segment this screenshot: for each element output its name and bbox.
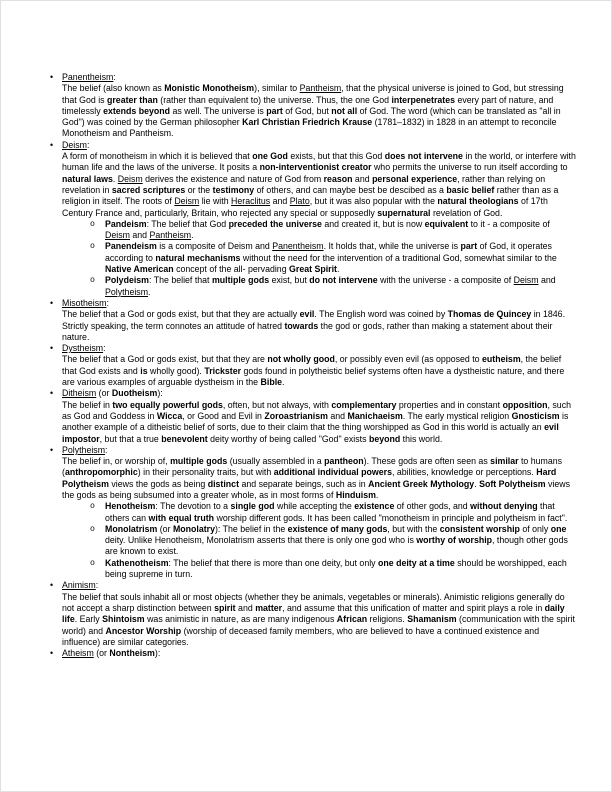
sub-list-item-polydeism	[90, 275, 577, 298]
sub-definition-text: o Kathenotheism: The belief that there is more than one deity, but only one deity at a time should be worshipped, each being supreme in turn.	[105, 557, 567, 580]
sub-list-item-kathenotheism	[90, 558, 577, 581]
sub-list-item-henotheism	[90, 501, 577, 524]
list-item-misotheism	[48, 298, 577, 343]
sub-definition-text: o Panendeism is a composite of Deism and Panentheism. It holds that, while the universe is part of God, it operates according to natural mechanisms without the need for the intervention of a traditional God, somewhat similar to the Native American concept of the all- pervading Great Spirit.	[105, 241, 557, 275]
sub-list-item-monolatrism	[90, 524, 577, 558]
definition-text: The belief in, or worship of, multiple gods (usually assembled in a pantheon). These gods are often seen as similar to humans (anthropomorphic) in their personality traits, but with additional individual powers, abilities, knowledge or perceptions. Hard Polytheism views the gods as being distinct and separate beings, such as in Ancient Greek Mythology. Soft Polytheism views the gods as being subsumed into a greater whole, as in most forms of Hinduism.	[62, 456, 571, 500]
list-item-panentheism	[48, 72, 577, 140]
definition-text: A form of monotheism in which it is believed that one God exists, but that this God does not intervene in the world, or interfere with human life and the laws of the universe. It posits a non-interventionist creator who permits the universe to run itself according to natural laws. Deism derives the existence and nature of God from reason and personal experience, rather than relying on revelation in sacred scriptures or the testimony of others, and can maybe best be descibed as a basic belief rather than as a religion in itself. The roots of Deism lie with Heraclitus and Plato, but it was also popular with the natural theologians of 17th Century France and, particularly, Britain, who rejected any special or supposedly supernatural revelation of God.	[62, 151, 576, 218]
list-item-polytheism	[48, 445, 577, 581]
term-heading: • Deism:	[62, 139, 90, 150]
list-item-atheism	[48, 648, 577, 659]
list-item-ditheism	[48, 388, 577, 444]
sub-definitions-list	[90, 219, 577, 298]
term-heading: • Misotheism:	[62, 297, 109, 308]
term-heading: • Ditheism (or Duotheism):	[62, 388, 163, 399]
document-content	[48, 72, 577, 659]
term-heading: • Animism:	[62, 580, 99, 591]
list-item-animism	[48, 580, 577, 648]
definition-text: The belief that a God or gods exist, but that they are not wholly good, or possibly even evil (as opposed to eutheism, the belief that God exists and is wholly good). Trickster gods found in polytheistic belief systems often have a dystheistic nature, and there are various examples of arguable dystheism in the Bible.	[62, 354, 565, 388]
sub-definitions-list	[90, 501, 577, 580]
sub-definition-text: o Pandeism: The belief that God preceded the universe and created it, but is now equivalent to it - a composite of Deism and Pantheism.	[105, 218, 550, 241]
definitions-list	[48, 72, 577, 659]
sub-definition-text: o Monolatrism (or Monolatry): The belief in the existence of many gods, but with the consistent worship of only one deity. Unlike Henotheism, Monolatrism asserts that there is only one god who is worthy of worship, though other gods are known to exist.	[105, 523, 568, 557]
list-item-dystheism	[48, 343, 577, 388]
sub-definition-text: o Polydeism: The belief that multiple gods exist, but do not intervene with the universe - a composite of Deism and Polytheism.	[105, 275, 556, 297]
sub-list-item-pandeism	[90, 219, 577, 242]
sub-list-item-panendeism	[90, 241, 577, 275]
sub-definition-text: o Henotheism: The devotion to a single god while accepting the existence of other gods, and without denying that others can with equal truth worship different gods. It has been called "monotheism in principle and polytheism in fact".	[105, 501, 568, 523]
list-item-deism	[48, 140, 577, 298]
term-heading: • Polytheism:	[62, 444, 108, 455]
definition-text: The belief that a God or gods exist, but that they are actually evil. The English word was coined by Thomas de Quincey in 1846. Strictly speaking, the term connotes an attitude of hatred towards the god or gods, rather than making a statement about their nature.	[62, 309, 566, 342]
definition-text: The belief (also known as Monistic Monotheism), similar to Pantheism, that the physical universe is joined to God, but stressing that God is greater than (rather than equivalent to) the universe. Thus, the one God interpenetrates every part of nature, and timelessly extends beyond as well. The universe is part of God, but not all of God. The word (which can be translated as "all in God") was coined by the German philosopher Karl Christian Friedrich Krause (1781–1832) in 1828 in an attempt to reconcile Monotheism and Pantheism.	[62, 83, 564, 139]
term-heading: • Panentheism:	[62, 72, 116, 82]
definition-text: The belief in two equally powerful gods, often, but not always, with complementary properties and in constant opposition, such as God and Goddess in Wicca, or Good and Evil in Zoroastrianism and Manichaeism. The early mystical religion Gnosticism is another example of a ditheistic belief of sorts, due to their claim that the thing worshipped as God in this world is actually an evil impostor, but that a true benevolent deity worthy of being called "God" exists beyond this world.	[62, 399, 571, 444]
term-heading: • Atheism (or Nontheism):	[62, 648, 161, 659]
definition-text: The belief that souls inhabit all or most objects (whether they be animals, vegetables or minerals). Animistic religions generally do not accept a sharp distinction between spirit and matter, and assume that this unification of matter and spirit plays a role in daily life. Early Shintoism was animistic in nature, as are many indigenous African religions. Shamanism (communication with the spirit world) and Ancestor Worship (worship of deceased family members, who are believed to have a continued existence and influence) are similar categories.	[62, 591, 575, 647]
term-heading: • Dystheism:	[62, 343, 106, 354]
